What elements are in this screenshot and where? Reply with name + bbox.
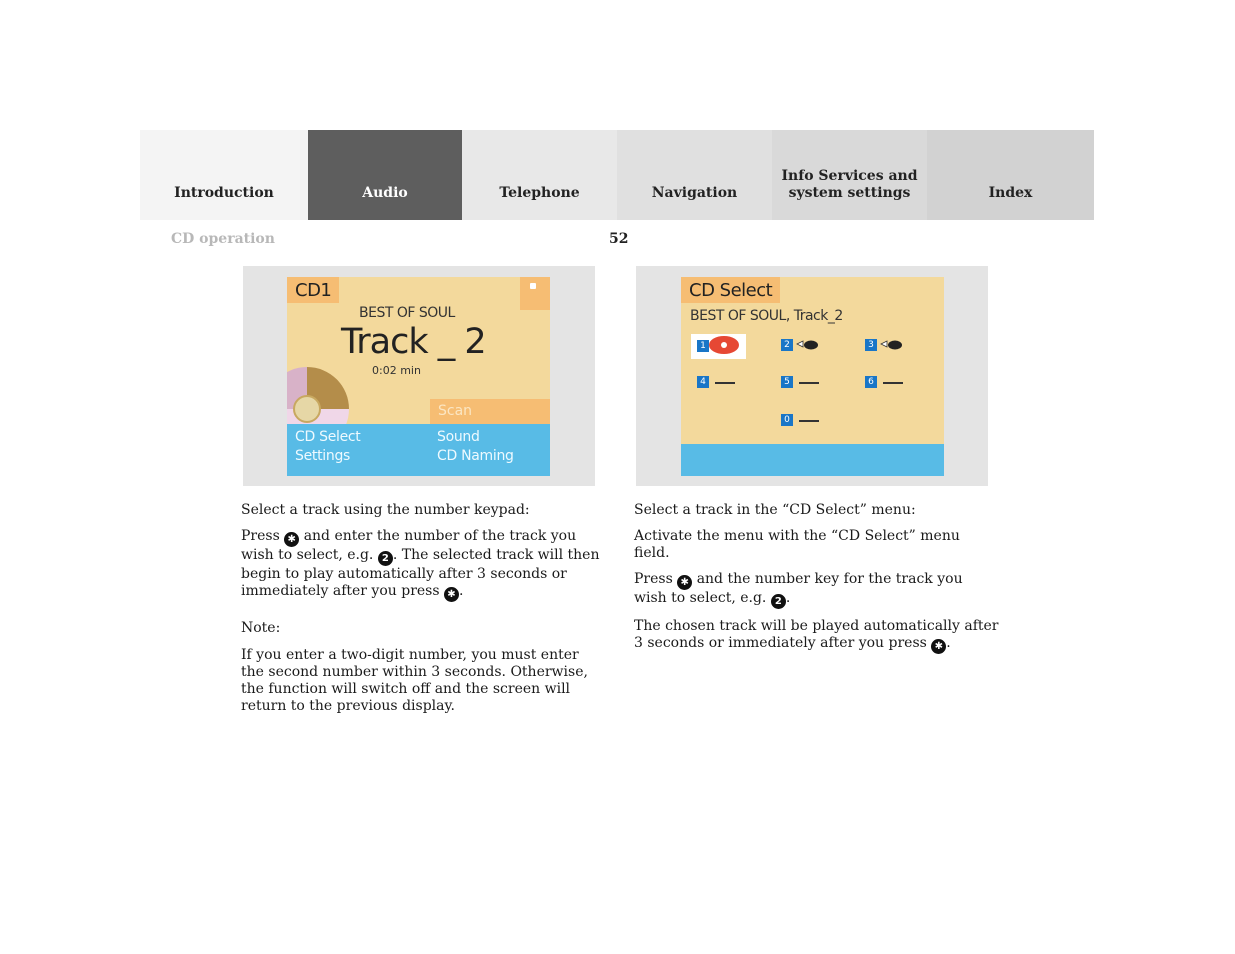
activate-menu-line: Activate the menu with the “CD Select” menu field. [634, 528, 960, 561]
text-fragment: and enter the number of the track you wish to select, e.g. [241, 528, 577, 563]
star-key-icon: ✱ [677, 575, 692, 590]
intro-line: Select a track using the number keypad: [241, 502, 530, 518]
current-track-title: BEST OF SOUL, Track_2 [690, 308, 843, 324]
star-key-icon: ✱ [284, 532, 299, 547]
star-key-icon: ✱ [444, 587, 459, 602]
tab-label: Audio [362, 185, 408, 201]
instruction-paragraph [241, 528, 606, 602]
slot-number: 3 [865, 339, 877, 351]
soft-key-menu [287, 424, 550, 476]
playback-screen-panel [243, 266, 595, 486]
tab-audio[interactable] [308, 130, 462, 220]
menu-sound[interactable]: Sound [437, 429, 480, 445]
soft-key-strip [681, 444, 944, 476]
section-title: CD operation [171, 231, 275, 247]
tab-label: Index [988, 185, 1033, 201]
cd-loaded-icon [709, 336, 739, 354]
tab-telephone[interactable] [462, 130, 617, 220]
playback-paragraph [634, 618, 999, 654]
empty-slot-dash [883, 382, 903, 384]
empty-slot-dash [799, 420, 819, 422]
text-fragment: The chosen track will be played automatically after 3 seconds or immediately after you press [634, 618, 999, 651]
slot-number: 1 [697, 340, 709, 352]
note-label: Note: [241, 620, 281, 636]
tab-introduction[interactable] [140, 130, 308, 220]
tab-info-services[interactable] [772, 130, 927, 220]
menu-settings[interactable]: Settings [295, 448, 351, 464]
status-box [520, 277, 550, 310]
menu-cd-naming[interactable]: CD Naming [437, 448, 514, 464]
cd-eject-icon [795, 337, 819, 351]
digit-key-icon: 2 [771, 594, 786, 609]
text-fragment: . The selected track will then begin to play automatically after 3 seconds or immediately after you press [241, 547, 600, 599]
star-key-icon: ✱ [931, 639, 946, 654]
cd-select-screen-panel [636, 266, 988, 486]
slot-number: 0 [781, 414, 793, 426]
empty-slot-dash [799, 382, 819, 384]
scan-button[interactable] [430, 399, 550, 424]
tab-label: Navigation [651, 185, 738, 201]
tab-label: Info Services and system settings [781, 168, 918, 201]
intro-line: Select a track in the “CD Select” menu: [634, 502, 916, 518]
instruction-paragraph [634, 571, 999, 609]
tab-navigation[interactable] [617, 130, 772, 220]
tab-label: Introduction [174, 185, 274, 201]
text-fragment: . [785, 590, 791, 606]
cd-select-label: CD Select [681, 277, 780, 303]
album-title: BEST OF SOUL [359, 305, 455, 321]
page-number: 52 [609, 231, 629, 247]
digit-key-icon: 2 [378, 551, 393, 566]
cd-hole [293, 395, 321, 423]
text-fragment: . [946, 635, 951, 651]
status-icon [530, 283, 536, 289]
cd-eject-icon [879, 337, 903, 351]
play-time: 0:02 min [372, 364, 421, 377]
slot-number: 4 [697, 376, 709, 388]
menu-cd-select[interactable]: CD Select [295, 429, 361, 445]
empty-slot-dash [715, 382, 735, 384]
left-instructions [241, 502, 606, 724]
chapter-tab-bar [140, 130, 1094, 220]
text-fragment: Press [241, 528, 280, 544]
playback-screen [287, 277, 550, 476]
scan-label: Scan [438, 403, 473, 419]
tab-label: Telephone [499, 185, 580, 201]
tab-index[interactable] [927, 130, 1094, 220]
cd-label: CD1 [287, 277, 339, 303]
slot-number: 2 [781, 339, 793, 351]
slot-number: 6 [865, 376, 877, 388]
text-fragment: and the number key for the track you wish to select, e.g. [634, 571, 963, 606]
text-fragment: Press [634, 571, 673, 587]
text-fragment: . [459, 583, 464, 599]
note-text: If you enter a two-digit number, you must enter the second number within 3 seconds. Otherwise, the function will switch off and the screen will return to the previous display. [241, 647, 588, 714]
cd-select-screen [681, 277, 944, 476]
right-instructions [634, 502, 999, 663]
slot-number: 5 [781, 376, 793, 388]
track-title: Track _ 2 [341, 322, 486, 362]
